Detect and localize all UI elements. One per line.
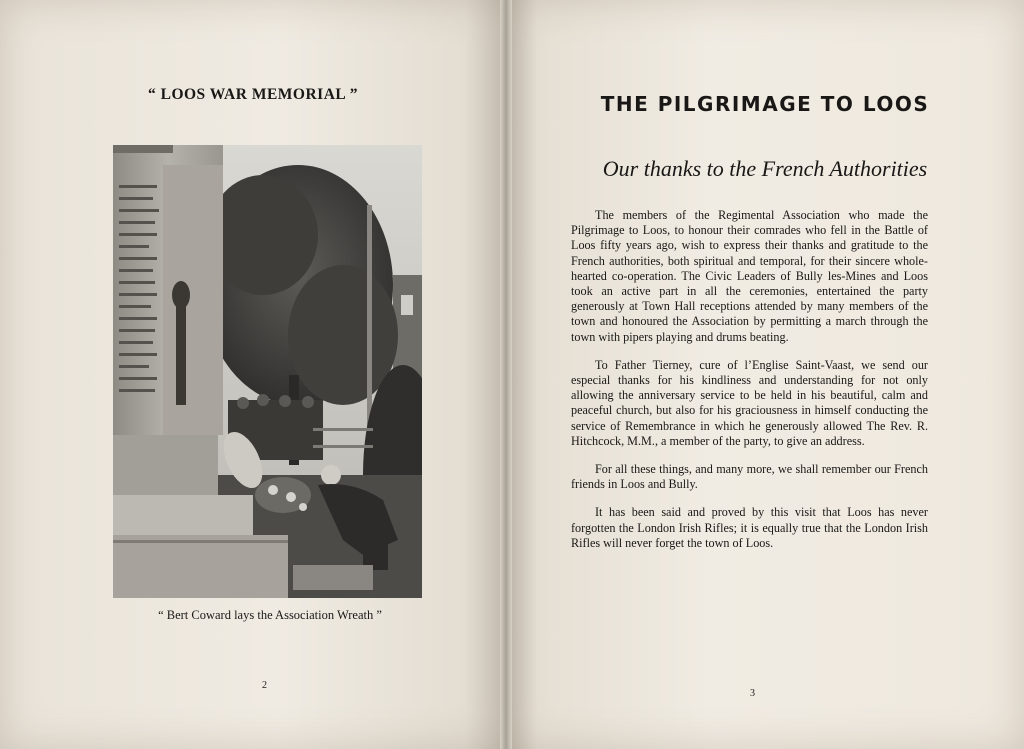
paragraph: To Father Tierney, cure of l’Englise Saint-Vaast, we send our especial thanks for his kindliness and understanding for not only allowing the anniversary service to be held in his beautiful, calm and peaceful church, but also for his graciousness in himself conducting the service of Remembrance in which he generously allowed The Rev. R. Hitchcock, M.M., a member of the party, to give an address.: [571, 357, 928, 448]
memorial-photo-image: [113, 145, 422, 598]
page-number-right: 3: [750, 688, 755, 699]
paragraph: The members of the Regimental Association who made the Pilgrimage to Loos, to honour their comrades who fell in the Battle of Loos fifty years ago, wish to express their thanks and gratitude to the French authorities, both spiritual and temporal, for their sincere whole-hearted co-operation. The Civic Leaders of Bully les-Mines and Loos took an active part in all the ceremonies, entertained the party generously at Town Hall receptions attended by many members of the town and honoured the Association by permitting a march through the town with pipers playing and drums beating.: [571, 208, 928, 344]
page-title: THE PILGRIMAGE TO LOOS: [600, 92, 930, 116]
photo-caption: “ Bert Coward lays the Association Wreath ”: [158, 608, 382, 622]
page-subtitle: Our thanks to the French Authorities: [602, 156, 928, 181]
memorial-photo: [113, 145, 422, 598]
page-number-left: 2: [262, 680, 267, 691]
memorial-heading: “ LOOS WAR MEMORIAL ”: [147, 86, 359, 103]
body-text: [571, 208, 928, 564]
paragraph: It has been said and proved by this visit that Loos has never forgotten the London Irish Rifles; it is equally true that the London Irish Rifles will never forget the town of Loos.: [571, 505, 928, 550]
paragraph: For all these things, and many more, we shall remember our French friends in Loos and Bully.: [571, 462, 928, 492]
